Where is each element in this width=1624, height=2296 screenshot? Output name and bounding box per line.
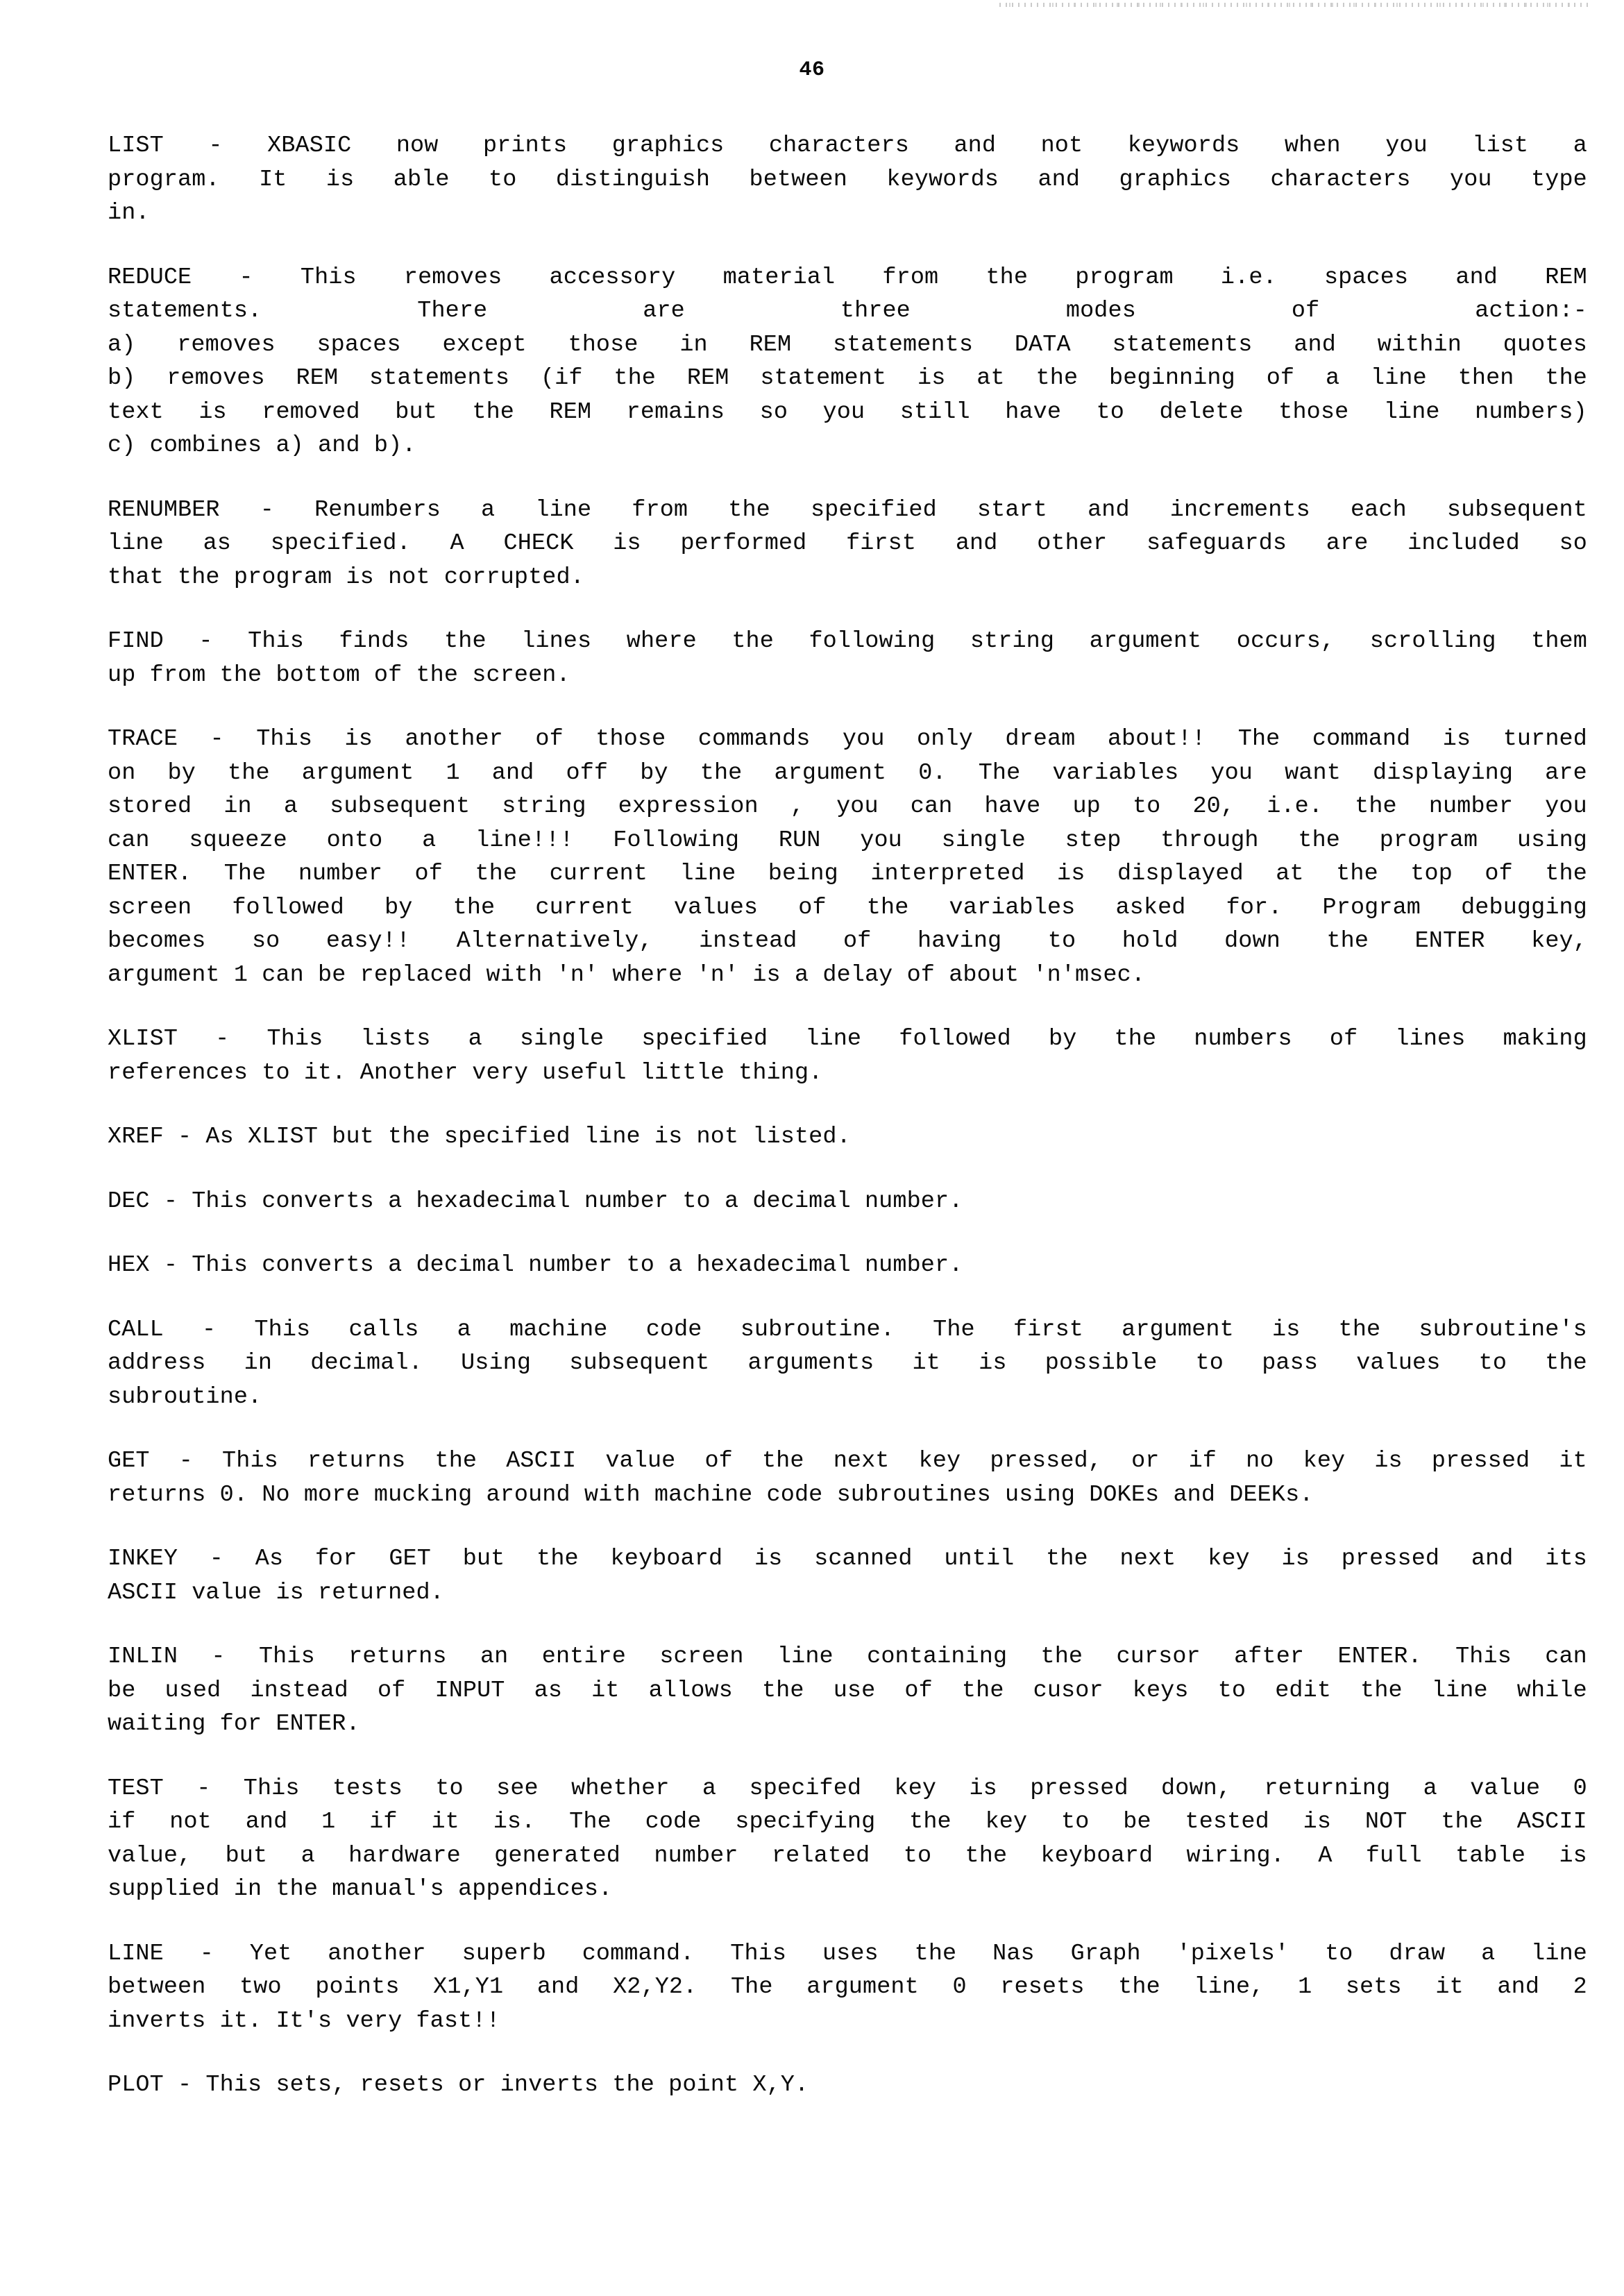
text-line: DEC - This converts a hexadecimal number to a decimal number. [108, 1188, 963, 1215]
paragraph-dec [108, 1185, 1587, 1219]
text-line: returns 0. No more mucking around with machine code subroutines using DOKEs and DEEKs. [108, 1481, 1314, 1508]
text-line: ASCII value is returned. [108, 1579, 444, 1606]
paragraph-xref [108, 1120, 1587, 1154]
text-line: subroutine. [108, 1383, 262, 1410]
text-line: in. [108, 200, 150, 226]
paragraph-hex [108, 1249, 1587, 1283]
text-line: references to it. Another very useful little thing. [108, 1059, 823, 1086]
paragraph-line [108, 1937, 1587, 2038]
paragraph-inkey [108, 1542, 1587, 1610]
text-line: PLOT - This sets, resets or inverts the point X,Y. [108, 2072, 809, 2098]
paragraph-renumber [108, 493, 1587, 595]
text-line: HEX - This converts a decimal number to a hexadecimal number. [108, 1252, 963, 1278]
paragraph-get [108, 1444, 1587, 1512]
text-line: GET - This returns the ASCII value of the next key pressed, or if no key is pressed it [108, 1448, 1587, 1474]
scan-artifact-speckle [999, 3, 1589, 7]
paragraph-trace [108, 723, 1587, 992]
paragraph-inlin [108, 1640, 1587, 1741]
paragraph-xlist [108, 1022, 1587, 1090]
text-line: be used instead of INPUT as it allows the use of the cusor keys to edit the line while [108, 1677, 1587, 1704]
text-line: address in decimal. Using subsequent arguments it is possible to pass values to the [108, 1350, 1587, 1376]
text-line: LINE - Yet another superb command. This uses the Nas Graph 'pixels' to draw a line [108, 1940, 1587, 1967]
body-text-column [108, 129, 1587, 2133]
text-line: RENUMBER - Renumbers a line from the specified start and increments each subsequent [108, 496, 1587, 523]
text-line: value, but a hardware generated number related to the keyboard wiring. A full table is [108, 1842, 1587, 1869]
text-line: argument 1 can be replaced with 'n' where 'n' is a delay of about 'n'msec. [108, 961, 1146, 988]
text-line: becomes so easy!! Alternatively, instead of having to hold down the ENTER key, [108, 928, 1587, 954]
paragraph-reduce [108, 261, 1587, 463]
paragraph-test [108, 1772, 1587, 1907]
text-line: if not and 1 if it is. The code specifying the key to be tested is NOT the ASCII [108, 1809, 1587, 1835]
text-line: inverts it. It's very fast!! [108, 2007, 500, 2034]
text-line: on by the argument 1 and off by the argument 0. The variables you want displaying are [108, 759, 1587, 786]
text-line: between two points X1,Y1 and X2,Y2. The argument 0 resets the line, 1 sets it and 2 [108, 1974, 1587, 2000]
text-line: line as specified. A CHECK is performed first and other safeguards are included so [108, 530, 1587, 557]
text-line: INLIN - This returns an entire screen line containing the cursor after ENTER. This can [108, 1644, 1587, 1670]
text-line: TRACE - This is another of those commands you only dream about!! The command is turned [108, 726, 1587, 752]
paragraph-plot [108, 2068, 1587, 2102]
text-line: that the program is not corrupted. [108, 564, 584, 591]
text-line: XREF - As XLIST but the specified line is not listed. [108, 1124, 851, 1150]
text-line: supplied in the manual's appendices. [108, 1876, 613, 1902]
page-number: 46 [799, 58, 825, 82]
text-line: screen followed by the current values of the variables asked for. Program debugging [108, 894, 1587, 921]
text-line: LIST - XBASIC now prints graphics characters and not keywords when you list a [108, 133, 1587, 159]
text-line: a) removes spaces except those in REM statements DATA statements and within quotes [108, 331, 1587, 358]
text-line: CALL - This calls a machine code subroutine. The first argument is the subroutine's [108, 1316, 1587, 1343]
paragraph-call [108, 1313, 1587, 1415]
text-line: c) combines a) and b). [108, 432, 416, 459]
text-line: FIND - This finds the lines where the following string argument occurs, scrolling them [108, 628, 1587, 655]
text-line: REDUCE - This removes accessory material from the program i.e. spaces and REM [108, 264, 1587, 291]
text-line: statements. There are three modes of action:- [108, 298, 1587, 324]
text-line: text is removed but the REM remains so you still have to delete those line numbers) [108, 398, 1587, 425]
text-line: up from the bottom of the screen. [108, 661, 570, 689]
text-line: INKEY - As for GET but the keyboard is scanned until the next key is pressed and its [108, 1546, 1587, 1572]
text-line: can squeeze onto a line!!! Following RUN you single step through the program using [108, 827, 1587, 854]
text-line: stored in a subsequent string expression , you can have up to 20, i.e. the number you [108, 793, 1587, 820]
text-line: waiting for ENTER. [108, 1711, 360, 1737]
text-line: b) removes REM statements (if the REM statement is at the beginning of a line then the [108, 365, 1587, 391]
paragraph-list [108, 129, 1587, 230]
text-line: TEST - This tests to see whether a specifed key is pressed down, returning a value 0 [108, 1775, 1587, 1802]
text-line: ENTER. The number of the current line being interpreted is displayed at the top of the [108, 861, 1587, 887]
text-line: XLIST - This lists a single specified line followed by the numbers of lines making [108, 1026, 1587, 1052]
paragraph-find [108, 625, 1587, 692]
text-line: program. It is able to distinguish between keywords and graphics characters you type [108, 166, 1587, 193]
